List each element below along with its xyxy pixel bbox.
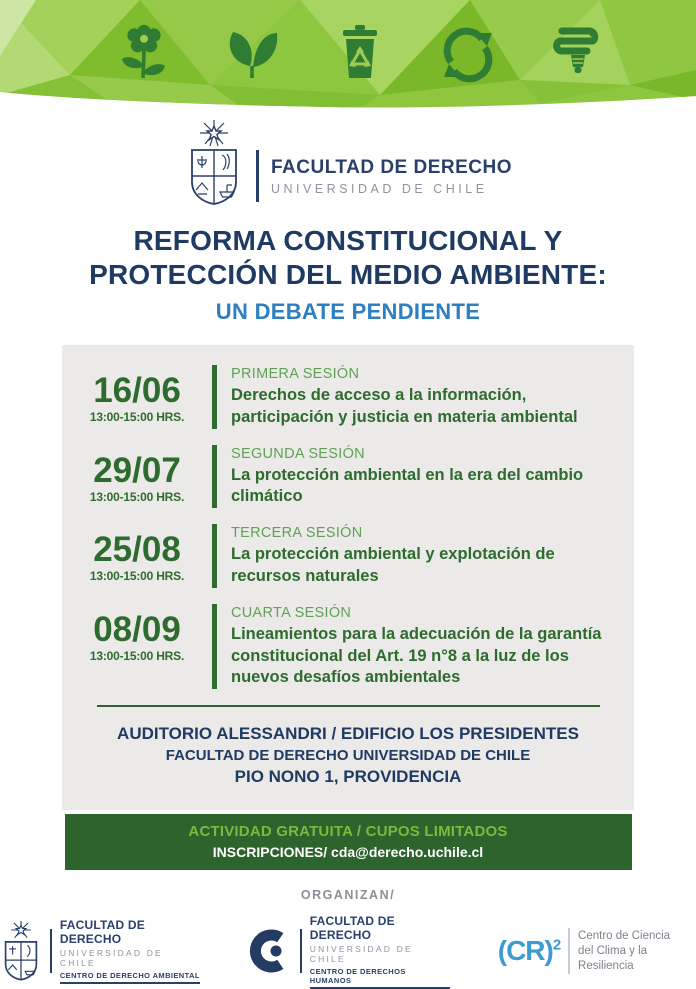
organizers-heading: ORGANIZAN/	[300, 887, 396, 902]
organizer-logos	[0, 914, 696, 989]
title-line-2: PROTECCIÓN DEL MEDIO AMBIENTE:	[89, 258, 607, 290]
org-center-name: CENTRO DE DERECHOS HUMANOS	[310, 967, 450, 989]
session-divider-bar	[212, 604, 217, 689]
free-activity-label: ACTIVIDAD GRATUITA / CUPOS LIMITADOS	[188, 822, 508, 840]
session-divider-bar	[212, 445, 217, 509]
session-row-3	[62, 524, 634, 588]
session-label: CUARTA SESIÓN	[231, 604, 352, 621]
session-title: La protección ambiental y explotación de recursos naturales	[231, 545, 555, 586]
session-time: 13:00-15:00 HRS.	[89, 648, 185, 663]
session-title: La protección ambiental en la era del cambio climático	[231, 465, 584, 506]
venue-line-3: PIO NONO 1, PROVIDENCIA	[234, 766, 462, 786]
logo-divider	[568, 928, 570, 974]
session-label: SEGUNDA SESIÓN	[231, 445, 365, 462]
title-block	[0, 224, 696, 325]
subtitle: UN DEBATE PENDIENTE	[215, 299, 481, 325]
eco-banner	[0, 0, 696, 110]
organizer-logo-cr2	[498, 928, 696, 974]
cr2-center-name: Centro de Ciencia del Clima y la Resiliencia	[578, 929, 671, 972]
session-row-1	[62, 365, 634, 429]
logo-divider	[50, 929, 52, 973]
session-date: 08/09	[93, 609, 181, 649]
session-date: 29/07	[93, 450, 181, 490]
session-date: 16/06	[93, 371, 181, 411]
org-university-name: UNIVERSIDAD DE CHILE	[309, 943, 413, 964]
schedule-box	[62, 345, 634, 809]
session-label: PRIMERA SESIÓN	[231, 366, 360, 383]
university-logo	[0, 120, 696, 206]
faculty-name: FACULTAD DE DERECHO	[270, 156, 513, 178]
title-line-1: REFORMA CONSTITUCIONAL Y	[133, 225, 563, 256]
cr2-wordmark: (CR)$^2$	[497, 935, 561, 967]
session-date: 25/08	[93, 530, 181, 570]
session-row-2	[62, 445, 634, 509]
registration-email: INSCRIPCIONES/ cda@derecho.uchile.cl	[212, 843, 484, 860]
org-university-name: UNIVERSIDAD DE CHILE	[59, 948, 163, 969]
schedule-venue-divider	[97, 705, 600, 707]
venue-line-2: FACULTAD DE DERECHO UNIVERSIDAD DE CHILE	[165, 747, 531, 765]
org-faculty-name: FACULTAD DE DERECHO	[309, 913, 395, 942]
venue-line-1: AUDITORIO ALESSANDRI / EDIFICIO LOS PRESIDENTES	[117, 724, 579, 744]
logo-divider	[300, 929, 302, 973]
session-time: 13:00-15:00 HRS.	[89, 489, 185, 504]
session-title: Lineamientos para la adecuación de la garantía constitucional del Art. 19 n°8 a la luz de los nuevos desafíos ambientales	[231, 624, 602, 687]
session-row-4	[62, 604, 634, 689]
organizer-logo-cdh	[248, 914, 450, 989]
session-time: 13:00-15:00 HRS.	[89, 569, 185, 584]
session-divider-bar	[212, 524, 217, 588]
uchile-shield-icon	[184, 120, 244, 206]
uchile-shield-small-icon	[0, 920, 42, 982]
c-mark-icon	[248, 927, 292, 975]
venue-block	[62, 723, 634, 792]
session-title: Derechos de acceso a la información, participación y justicia en materia ambiental	[231, 386, 578, 426]
session-label: TERCERA SESIÓN	[231, 525, 363, 542]
university-name: UNIVERSIDAD DE CHILE	[270, 181, 488, 196]
session-time: 13:00-15:00 HRS.	[89, 410, 185, 425]
session-divider-bar	[212, 365, 217, 429]
org-center-name: CENTRO DE DERECHO AMBIENTAL	[60, 971, 200, 984]
org-faculty-name: FACULTAD DE DERECHO	[59, 918, 145, 947]
registration-bar	[65, 814, 632, 870]
logo-divider	[256, 150, 259, 202]
organizer-logo-cda	[0, 918, 200, 984]
